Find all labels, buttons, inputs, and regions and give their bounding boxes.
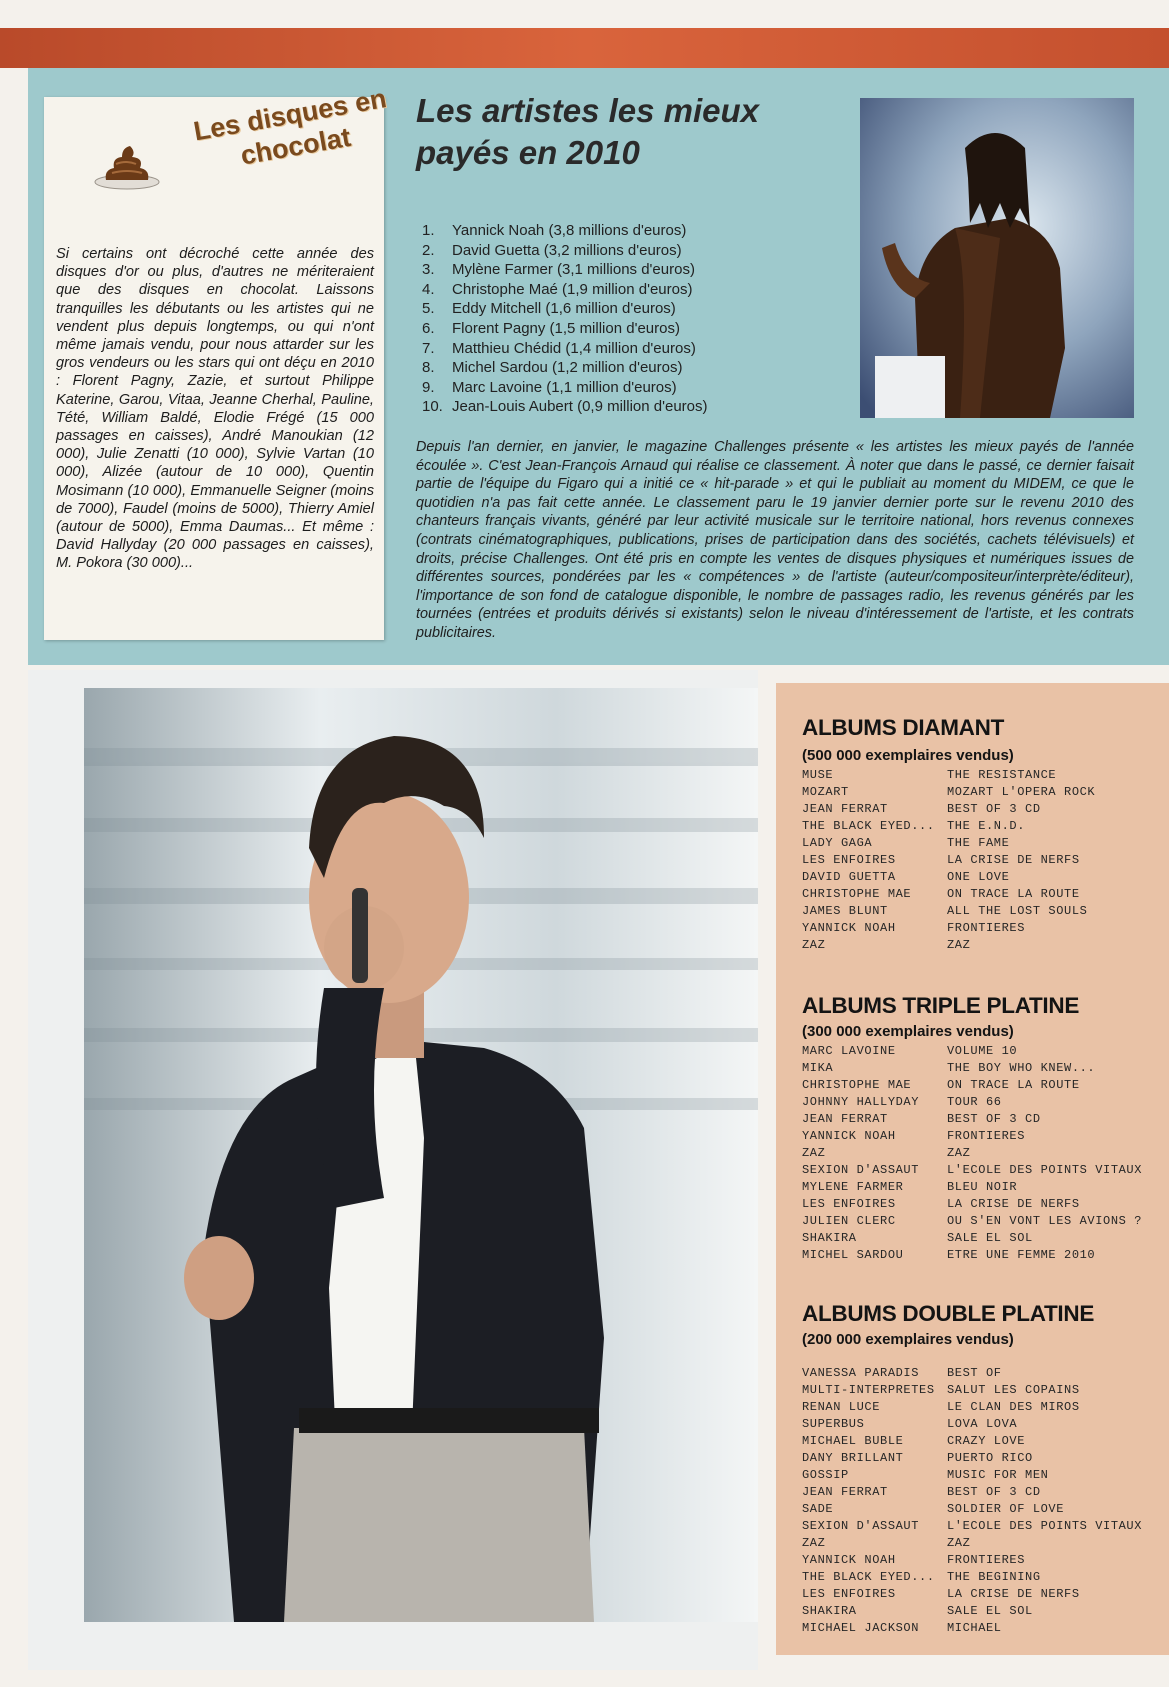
album-title: THE BOY WHO KNEW...: [947, 1061, 1096, 1075]
album-artist: JULIEN CLERC: [802, 1214, 896, 1228]
album-artist: YANNICK NOAH: [802, 1129, 896, 1143]
album-row: [802, 1535, 1142, 1552]
album-title: L'ECOLE DES POINTS VITAUX: [947, 1519, 1143, 1533]
album-row: [802, 835, 1095, 852]
albums-diamant-heading: ALBUMS DIAMANT: [802, 715, 1005, 740]
ranking-item: [422, 319, 862, 339]
album-artist: MIKA: [802, 1061, 834, 1075]
singer-photo-top: [860, 98, 1134, 418]
album-artist: MULTI-INTERPRETES: [802, 1383, 935, 1397]
ranking-item: [422, 378, 862, 398]
ranking-text: Jean-Louis Aubert (0,9 million d'euros): [452, 398, 708, 416]
chocolate-box: [44, 83, 389, 640]
album-title: BEST OF 3 CD: [947, 1112, 1041, 1126]
album-row: [802, 1416, 1142, 1433]
album-title: L'ECOLE DES POINTS VITAUX: [947, 1163, 1143, 1177]
album-row: [802, 1518, 1142, 1535]
ranking-number: 8.: [422, 359, 435, 377]
album-row: [802, 852, 1095, 869]
album-title: ON TRACE LA ROUTE: [947, 887, 1080, 901]
album-row: [802, 1111, 1142, 1128]
chocolate-title: Les disques en chocolat: [191, 83, 389, 171]
album-artist: MARC LAVOINE: [802, 1044, 896, 1058]
album-artist: CHRISTOPHE MAE: [802, 887, 912, 901]
album-artist: JEAN FERRAT: [802, 1485, 888, 1499]
album-row: [802, 1365, 1142, 1382]
album-artist: ZAZ: [802, 938, 826, 952]
chocolate-text: Si certains ont décroché cette année des disques d'or ou plus, d'autres ne mériteraient que des disques en chocolat. Laissons tranquilles les débutants ou les artistes qui ne vendent plus depuis longtemps, ou qui n'ont même jamais vendu, pour nous attarder sur les gros vendeurs ou les stars qui ont déçu en 2010 : Florent Pagny, Zazie, et surtout Philippe Katerine, Garou, Vitaa, Jeanne Cherhal, Pauline, Tété, William Baldé, Elodie Frégé (15 000 passages en caisses), André Manoukian (12 000), Julie Zenatti (10 000), Sylvie Vartan (10 000), Alizée (autour de 10 000), Quentin Mosimann (10 000), Emmanuelle Seigner (moins de 7000), Faudel (moins de 5000), Thierry Amiel (autour de 5000), Emma Daumas... Et même : David Hallyday (20 000 passages en caisses), M. Pokora (30 000)...: [56, 246, 374, 572]
albums-diamant-subheading: (500 000 exemplaires vendus): [802, 747, 1014, 764]
album-row: [802, 1620, 1142, 1637]
ranking-text: Christophe Maé (1,9 million d'euros): [452, 280, 693, 298]
album-artist: LES ENFOIRES: [802, 853, 896, 867]
album-artist: DAVID GUETTA: [802, 870, 896, 884]
ranking-text: Michel Sardou (1,2 million d'euros): [452, 359, 683, 377]
ranking-text: Marc Lavoine (1,1 million d'euros): [452, 378, 677, 396]
album-artist: THE BLACK EYED...: [802, 1570, 935, 1584]
album-title: LA CRISE DE NERFS: [947, 1587, 1080, 1601]
albums-triple-heading: ALBUMS TRIPLE PLATINE: [802, 993, 1080, 1018]
album-title: MUSIC FOR MEN: [947, 1468, 1049, 1482]
singer-photo-main: [84, 688, 758, 1622]
ranking-number: 9.: [422, 378, 435, 396]
ranking-item: [422, 260, 862, 280]
album-title: ZAZ: [947, 938, 971, 952]
album-title: TOUR 66: [947, 1095, 1002, 1109]
ranking-number: 7.: [422, 339, 435, 357]
ranking-number: 6.: [422, 319, 435, 337]
album-title: ZAZ: [947, 1146, 971, 1160]
album-row: [802, 937, 1095, 954]
album-artist: JEAN FERRAT: [802, 1112, 888, 1126]
album-row: [802, 1094, 1142, 1111]
album-row: [802, 818, 1095, 835]
album-row: [802, 1450, 1142, 1467]
album-title: CRAZY LOVE: [947, 1434, 1026, 1448]
albums-box: [776, 683, 1169, 1655]
albums-diamant-list: [802, 767, 1095, 954]
album-artist: ZAZ: [802, 1146, 826, 1160]
album-row: [802, 1467, 1142, 1484]
album-title: ETRE UNE FEMME 2010: [947, 1248, 1096, 1262]
album-title: BLEU NOIR: [947, 1180, 1018, 1194]
album-artist: LADY GAGA: [802, 836, 873, 850]
album-title: FRONTIERES: [947, 1129, 1026, 1143]
ranking-text: David Guetta (3,2 millions d'euros): [452, 241, 682, 259]
albums-double-heading: ALBUMS DOUBLE PLATINE: [802, 1301, 1095, 1326]
album-title: LA CRISE DE NERFS: [947, 1197, 1080, 1211]
albums-triple-list: [802, 1043, 1142, 1264]
ranking-text: Matthieu Chédid (1,4 million d'euros): [452, 339, 696, 357]
album-title: ON TRACE LA ROUTE: [947, 1078, 1080, 1092]
album-title: THE E.N.D.: [947, 819, 1026, 833]
album-row: [802, 1213, 1142, 1230]
album-artist: LES ENFOIRES: [802, 1197, 896, 1211]
album-artist: SEXION D'ASSAUT: [802, 1519, 920, 1533]
ranking-item: [422, 397, 862, 417]
ranking-item: [422, 339, 862, 359]
album-title: SALE EL SOL: [947, 1231, 1033, 1245]
album-artist: ZAZ: [802, 1536, 826, 1550]
album-title: MICHAEL: [947, 1621, 1002, 1635]
album-title: THE FAME: [947, 836, 1010, 850]
album-title: PUERTO RICO: [947, 1451, 1033, 1465]
album-artist: MICHEL SARDOU: [802, 1248, 904, 1262]
ranking-number: 10.: [422, 398, 443, 416]
artists-paragraph: Depuis l'an dernier, en janvier, le magazine Challenges présente « les artistes les mieux payés de l'année écoulée ». C'est Jean-François Arnaud qui réalise ce classement. À noter que dans le passé, ce dernier faisait partie de l'équipe du Figaro qui a initié ce « hit-parade » et qui le publiait au moment du MIDEM, ce que le quotidien n'a pas fait cette année. Le classement paru le 19 janvier dernier porte sur le revenu 2010 des chanteurs français vivants, généré par leur activité musicale sur le territoire national, hors revenus connexes (contrats cinématographiques, publications, prises de participation dans des sociétés, cachets télévisuels) et droits, précise Challenges. Ont été pris en compte les ventes de disques physiques et numériques issues de différentes sources, pondérées par les « compétences » de l'artiste (auteur/compositeur/interprète/éditeur), l'importance de son fond de catalogue disponible, le nombre de passages radio, les revenus générés par les tournées (entrées et produits dérivés si existants) selon le niveau d'intéressement de l'artiste, et les contrats publicitaires.: [416, 439, 1134, 641]
album-row: [802, 1603, 1142, 1620]
ranking-text: Florent Pagny (1,5 million d'euros): [452, 319, 680, 337]
album-row: [802, 1162, 1142, 1179]
album-row: [802, 784, 1095, 801]
album-row: [802, 1382, 1142, 1399]
album-title: LA CRISE DE NERFS: [947, 853, 1080, 867]
album-artist: SEXION D'ASSAUT: [802, 1163, 920, 1177]
album-artist: MOZART: [802, 785, 849, 799]
chocolate-icon: [92, 142, 162, 190]
album-artist: MYLENE FARMER: [802, 1180, 904, 1194]
album-row: [802, 1077, 1142, 1094]
album-artist: SHAKIRA: [802, 1604, 857, 1618]
ranking-text: Eddy Mitchell (1,6 million d'euros): [452, 300, 676, 318]
albums-triple-subheading: (300 000 exemplaires vendus): [802, 1023, 1014, 1040]
top-color-bar: [0, 28, 1169, 68]
album-row: [802, 1433, 1142, 1450]
album-artist: SHAKIRA: [802, 1231, 857, 1245]
album-artist: JEAN FERRAT: [802, 802, 888, 816]
album-artist: SADE: [802, 1502, 834, 1516]
album-title: FRONTIERES: [947, 921, 1026, 935]
album-artist: YANNICK NOAH: [802, 1553, 896, 1567]
album-title: SALE EL SOL: [947, 1604, 1033, 1618]
album-title: BEST OF 3 CD: [947, 802, 1041, 816]
album-artist: CHRISTOPHE MAE: [802, 1078, 912, 1092]
ranking-number: 1.: [422, 222, 435, 239]
album-artist: JOHNNY HALLYDAY: [802, 1095, 920, 1109]
artists-title: Les artistes les mieux payés en 2010: [416, 92, 760, 171]
album-title: ONE LOVE: [947, 870, 1010, 884]
album-title: SOLDIER OF LOVE: [947, 1502, 1065, 1516]
albums-double-list: [802, 1365, 1142, 1637]
album-artist: SUPERBUS: [802, 1417, 865, 1431]
album-title: SALUT LES COPAINS: [947, 1383, 1080, 1397]
ranking-item: [422, 280, 862, 300]
ranking-number: 4.: [422, 280, 435, 298]
album-artist: RENAN LUCE: [802, 1400, 881, 1414]
album-title: THE BEGINING: [947, 1570, 1041, 1584]
album-artist: GOSSIP: [802, 1468, 849, 1482]
album-artist: VANESSA PARADIS: [802, 1366, 920, 1380]
album-title: VOLUME 10: [947, 1044, 1018, 1058]
album-row: [802, 1230, 1142, 1247]
album-title: FRONTIERES: [947, 1553, 1026, 1567]
album-title: BEST OF 3 CD: [947, 1485, 1041, 1499]
album-row: [802, 869, 1095, 886]
album-title: LE CLAN DES MIROS: [947, 1400, 1080, 1414]
album-title: OU S'EN VONT LES AVIONS ?: [947, 1214, 1143, 1228]
album-artist: MICHAEL BUBLE: [802, 1434, 904, 1448]
album-title: ZAZ: [947, 1536, 971, 1550]
ranking-item: [422, 221, 862, 241]
album-row: [802, 1552, 1142, 1569]
album-artist: LES ENFOIRES: [802, 1587, 896, 1601]
album-row: [802, 1060, 1142, 1077]
album-row: [802, 1128, 1142, 1145]
ranking-number: 5.: [422, 300, 435, 318]
album-row: [802, 801, 1095, 818]
albums-double-subheading: (200 000 exemplaires vendus): [802, 1331, 1014, 1348]
ranking-item: [422, 358, 862, 378]
album-row: [802, 1501, 1142, 1518]
album-row: [802, 920, 1095, 937]
album-title: MOZART L'OPERA ROCK: [947, 785, 1096, 799]
ranking-text: Yannick Noah (3,8 millions d'euros): [452, 222, 687, 239]
artists-ranking: [422, 221, 862, 417]
ranking-number: 2.: [422, 241, 435, 259]
album-artist: DANY BRILLANT: [802, 1451, 904, 1465]
album-row: [802, 1247, 1142, 1264]
album-artist: MUSE: [802, 768, 834, 782]
ranking-item: [422, 241, 862, 261]
album-row: [802, 886, 1095, 903]
album-row: [802, 1569, 1142, 1586]
album-row: [802, 1484, 1142, 1501]
album-title: ALL THE LOST SOULS: [947, 904, 1088, 918]
album-row: [802, 1145, 1142, 1162]
album-title: LOVA LOVA: [947, 1417, 1018, 1431]
album-artist: JAMES BLUNT: [802, 904, 888, 918]
album-title: BEST OF: [947, 1366, 1002, 1380]
album-row: [802, 1043, 1142, 1060]
album-row: [802, 903, 1095, 920]
ranking-number: 3.: [422, 261, 435, 279]
album-row: [802, 1586, 1142, 1603]
album-row: [802, 1179, 1142, 1196]
album-artist: THE BLACK EYED...: [802, 819, 935, 833]
album-row: [802, 1196, 1142, 1213]
ranking-text: Mylène Farmer (3,1 millions d'euros): [452, 261, 695, 279]
album-title: THE RESISTANCE: [947, 768, 1057, 782]
album-row: [802, 767, 1095, 784]
album-artist: MICHAEL JACKSON: [802, 1621, 920, 1635]
album-artist: YANNICK NOAH: [802, 921, 896, 935]
ranking-item: [422, 299, 862, 319]
album-row: [802, 1399, 1142, 1416]
